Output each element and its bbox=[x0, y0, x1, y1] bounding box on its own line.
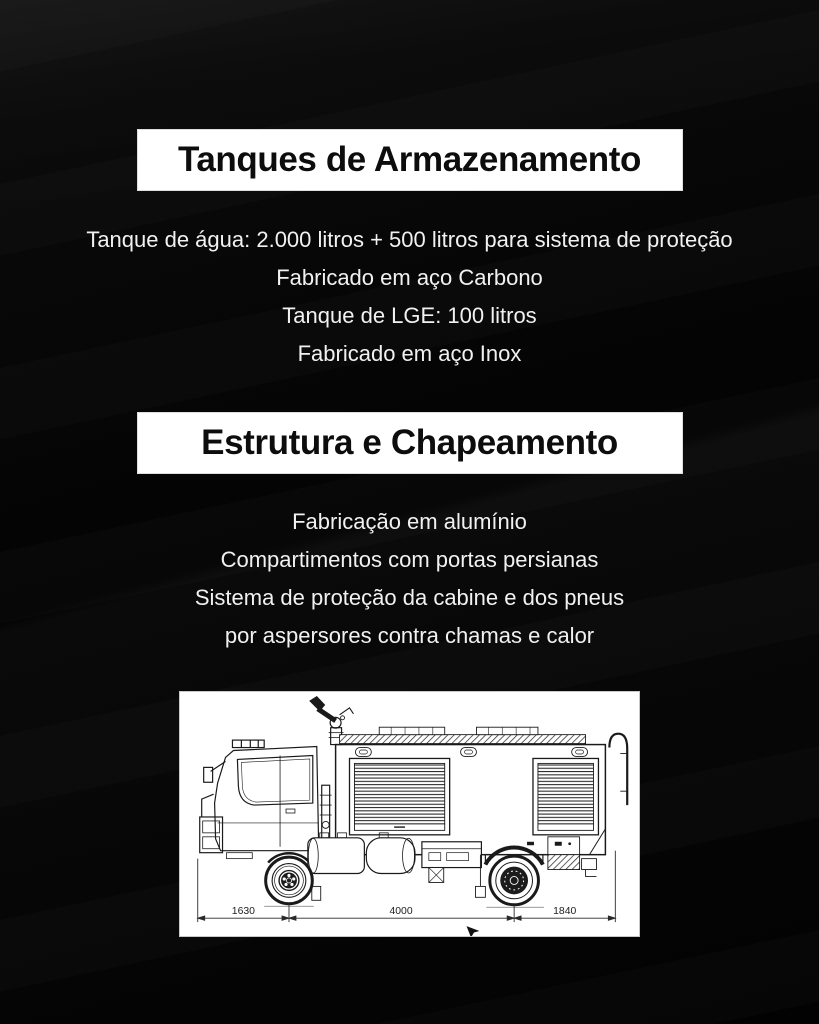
spec-line: Sistema de proteção da cabine e dos pneus bbox=[194, 585, 625, 610]
section-header-estrutura bbox=[137, 412, 683, 474]
section-header-tanques bbox=[137, 129, 683, 191]
dim-label-rear-overhang: 1840 bbox=[553, 906, 577, 918]
spec-line: Fabricado em aço Inox bbox=[297, 341, 522, 366]
spec-line: Fabricação em alumínio bbox=[292, 509, 527, 534]
underbody-tanks bbox=[308, 833, 482, 883]
shutter-door-front bbox=[349, 758, 449, 834]
spec-line: por aspersores contra chamas e calor bbox=[224, 623, 595, 648]
cursor-arrow-icon bbox=[467, 926, 480, 936]
front-wheel bbox=[266, 857, 313, 904]
rear-wheel bbox=[490, 856, 539, 905]
section-body-estrutura bbox=[0, 503, 819, 655]
rear-handrail bbox=[609, 734, 627, 805]
shutter-door-rear bbox=[533, 758, 598, 834]
truck-drawing-panel bbox=[179, 691, 640, 937]
dim-label-front-overhang: 1630 bbox=[231, 906, 255, 918]
spec-line: Fabricado em aço Carbono bbox=[276, 265, 543, 290]
rear-step bbox=[548, 829, 606, 877]
section-body-tanques bbox=[0, 221, 819, 373]
truck-diagram bbox=[198, 696, 627, 936]
spec-line: Tanque de LGE: 100 litros bbox=[282, 303, 537, 328]
dim-label-wheelbase: 4000 bbox=[389, 906, 413, 918]
section-title: Estrutura e Chapeamento bbox=[201, 423, 618, 462]
spec-line: Compartimentos com portas persianas bbox=[220, 547, 599, 572]
fire-truck-technical-drawing bbox=[180, 692, 639, 936]
spec-line: Tanque de água: 2.000 litros + 500 litros para sistema de proteção bbox=[86, 227, 733, 252]
section-title: Tanques de Armazenamento bbox=[177, 140, 641, 179]
